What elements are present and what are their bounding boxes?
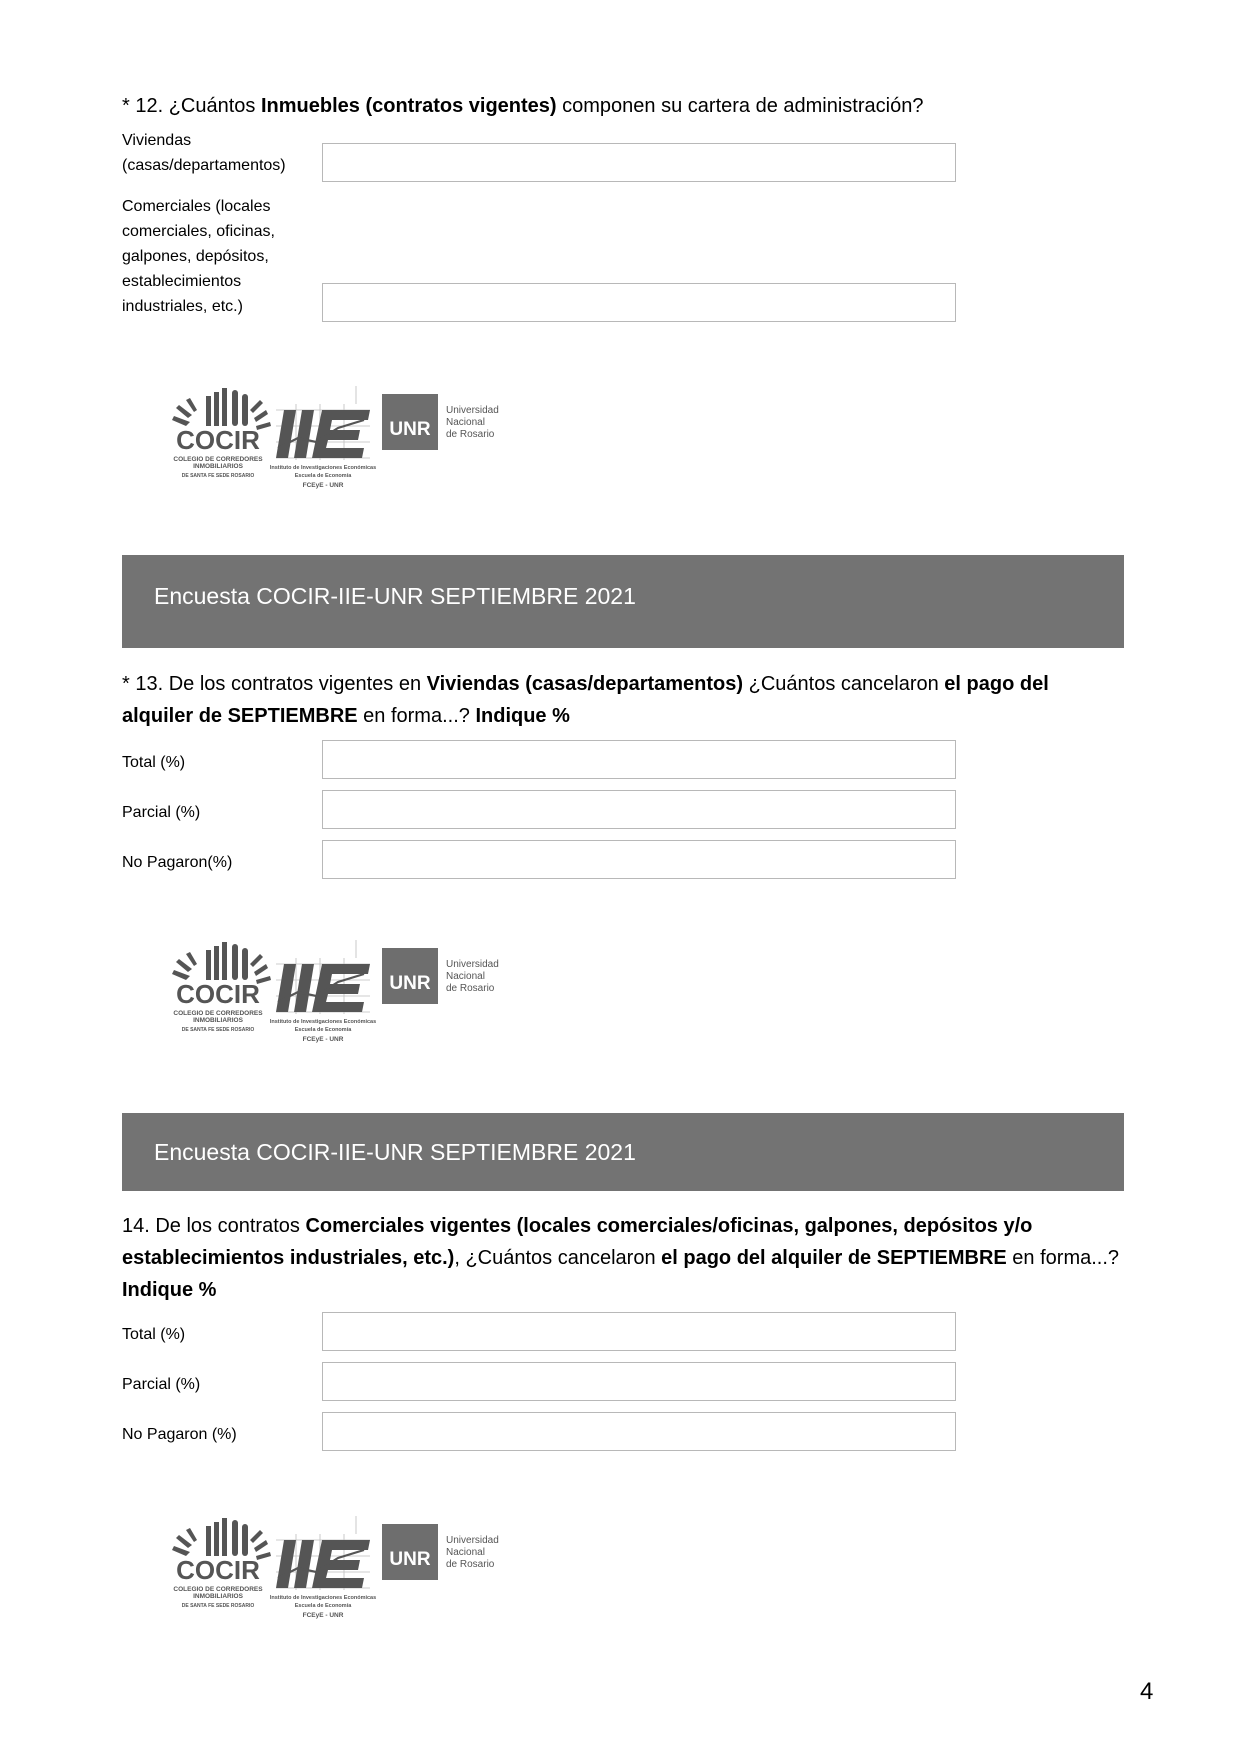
question-13-text: * 13. De los contratos vigentes en Viviendas (casas/departamentos) ¿Cuántos cancelaron el pago del alquiler de SEPTIEMBRE en forma...? Indique % [122, 673, 1049, 727]
iie-caption-1: Instituto de Investigaciones Económicas [269, 1019, 377, 1025]
cocir-subtitle-3: DE SANTA FE SEDE ROSARIO [181, 473, 255, 479]
iie-caption-1: Instituto de Investigaciones Económicas [269, 1595, 377, 1601]
cocir-wordmark: COCIR [176, 425, 260, 455]
iie-caption-3: FCEyE - UNR [302, 1036, 344, 1043]
cocir-subtitle-2: INMOBILIARIOS [193, 463, 243, 470]
iie-caption-3: FCEyE - UNR [302, 1612, 344, 1619]
page-number: 4 [1140, 1678, 1154, 1705]
unr-badge-text: UNR [389, 973, 431, 994]
cocir-wordmark: COCIR [176, 979, 260, 1009]
logo-strip [160, 1512, 532, 1620]
cocir-wordmark: COCIR [176, 1555, 260, 1585]
cocir-subtitle-1: COLEGIO DE CORREDORES [173, 1010, 263, 1017]
iie-caption-2: Escuela de Economía [294, 473, 352, 479]
cocir-subtitle-3: DE SANTA FE SEDE ROSARIO [181, 1603, 255, 1609]
section-banner [122, 1113, 1124, 1191]
cocir-subtitle-1: COLEGIO DE CORREDORES [173, 1586, 263, 1593]
unr-name-1: Universidad [446, 959, 499, 970]
comerciales-input[interactable] [322, 283, 956, 322]
unr-name-3: de Rosario [446, 983, 495, 994]
field-label-parcial: Parcial (%) [122, 804, 201, 821]
unr-badge-text: UNR [389, 1549, 431, 1570]
unr-name-2: Nacional [446, 417, 485, 428]
section-banner [122, 555, 1124, 648]
iie-caption-2: Escuela de Economía [294, 1603, 352, 1609]
field-label-no-pagaron: No Pagaron(%) [122, 854, 233, 871]
logo-strip [160, 936, 532, 1044]
comerciales-parcial-input[interactable] [322, 1362, 956, 1401]
field-label-viviendas: Viviendas (casas/departamentos) [122, 132, 286, 174]
cocir-subtitle-2: INMOBILIARIOS [193, 1593, 243, 1600]
viviendas-total-input[interactable] [322, 740, 956, 779]
field-label-parcial: Parcial (%) [122, 1376, 201, 1393]
field-label-total: Total (%) [122, 1326, 186, 1343]
field-label-total: Total (%) [122, 754, 186, 771]
section-banner-title: Encuesta COCIR-IIE-UNR SEPTIEMBRE 2021 [154, 1139, 636, 1165]
section-banner-title: Encuesta COCIR-IIE-UNR SEPTIEMBRE 2021 [154, 583, 636, 609]
unr-name-1: Universidad [446, 405, 499, 416]
comerciales-total-input[interactable] [322, 1312, 956, 1351]
cocir-subtitle-3: DE SANTA FE SEDE ROSARIO [181, 1027, 255, 1033]
cocir-subtitle-1: COLEGIO DE CORREDORES [173, 456, 263, 463]
unr-name-2: Nacional [446, 1547, 485, 1558]
unr-name-3: de Rosario [446, 1559, 495, 1570]
logo-artwork [160, 936, 532, 1044]
question-12-text: * 12. ¿Cuántos Inmuebles (contratos vigentes) componen su cartera de administración? [122, 95, 924, 117]
viviendas-input[interactable] [322, 143, 956, 182]
unr-name-2: Nacional [446, 971, 485, 982]
logo-strip [160, 382, 532, 490]
logo-artwork [160, 382, 532, 490]
field-label-no-pagaron: No Pagaron (%) [122, 1426, 237, 1443]
field-label-comerciales: Comerciales (locales comerciales, oficinas, galpones, depósitos, establecimientos industriales, etc.) [122, 198, 275, 315]
question-14-text: 14. De los contratos Comerciales vigentes (locales comerciales/oficinas, galpones, depósitos y/o establecimientos industriales, etc.), ¿Cuántos cancelaron el pago del alquiler de SEPTIEMBRE en forma...? Indique % [122, 1215, 1120, 1301]
unr-badge-text: UNR [389, 419, 431, 440]
viviendas-parcial-input[interactable] [322, 790, 956, 829]
iie-caption-3: FCEyE - UNR [302, 482, 344, 489]
iie-caption-1: Instituto de Investigaciones Económicas [269, 465, 377, 471]
logo-artwork [160, 1512, 532, 1620]
unr-name-1: Universidad [446, 1535, 499, 1546]
unr-name-3: de Rosario [446, 429, 495, 440]
comerciales-no-pagaron-input[interactable] [322, 1412, 956, 1451]
iie-caption-2: Escuela de Economía [294, 1027, 352, 1033]
cocir-subtitle-2: INMOBILIARIOS [193, 1017, 243, 1024]
viviendas-no-pagaron-input[interactable] [322, 840, 956, 879]
